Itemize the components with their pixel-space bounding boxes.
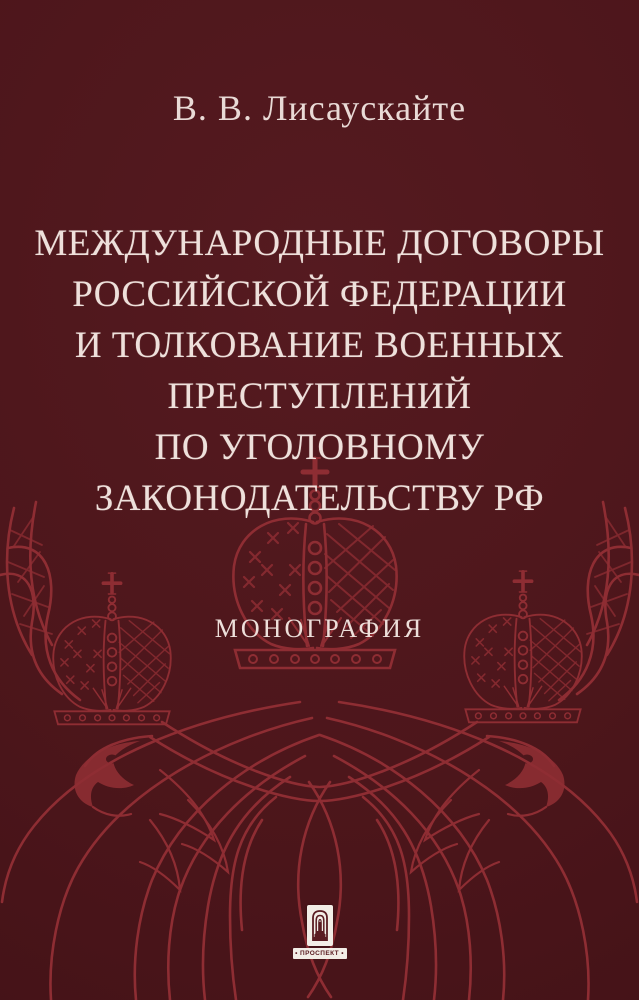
title-line-4: ПРЕСТУПЛЕНИЙ <box>167 376 472 417</box>
author-name: В. В. Лисаускайте <box>172 88 467 128</box>
left-crown-ornament <box>53 573 170 724</box>
book-title <box>0 218 639 524</box>
title-line-5: ПО УГОЛОВНОМУ <box>154 427 485 468</box>
title-line-6: ЗАКОНОДАТЕЛЬСТВУ РФ <box>94 478 545 519</box>
title-line-1: МЕЖДУНАРОДНЫЕ ДОГОВОРЫ <box>34 223 605 264</box>
title-line-3: И ТОЛКОВАНИЕ ВОЕННЫХ <box>74 325 565 366</box>
prospekt-gate-icon <box>307 905 333 946</box>
subtitle-monograph: МОНОГРАФИЯ <box>214 614 425 643</box>
title-line-2: РОССИЙСКОЙ ФЕДЕРАЦИИ <box>72 274 567 315</box>
right-crown-ornament <box>464 571 581 722</box>
prospekt-publisher-label: • ПРОСПЕКТ • <box>293 948 347 959</box>
prospekt-publisher-logo <box>0 905 639 959</box>
